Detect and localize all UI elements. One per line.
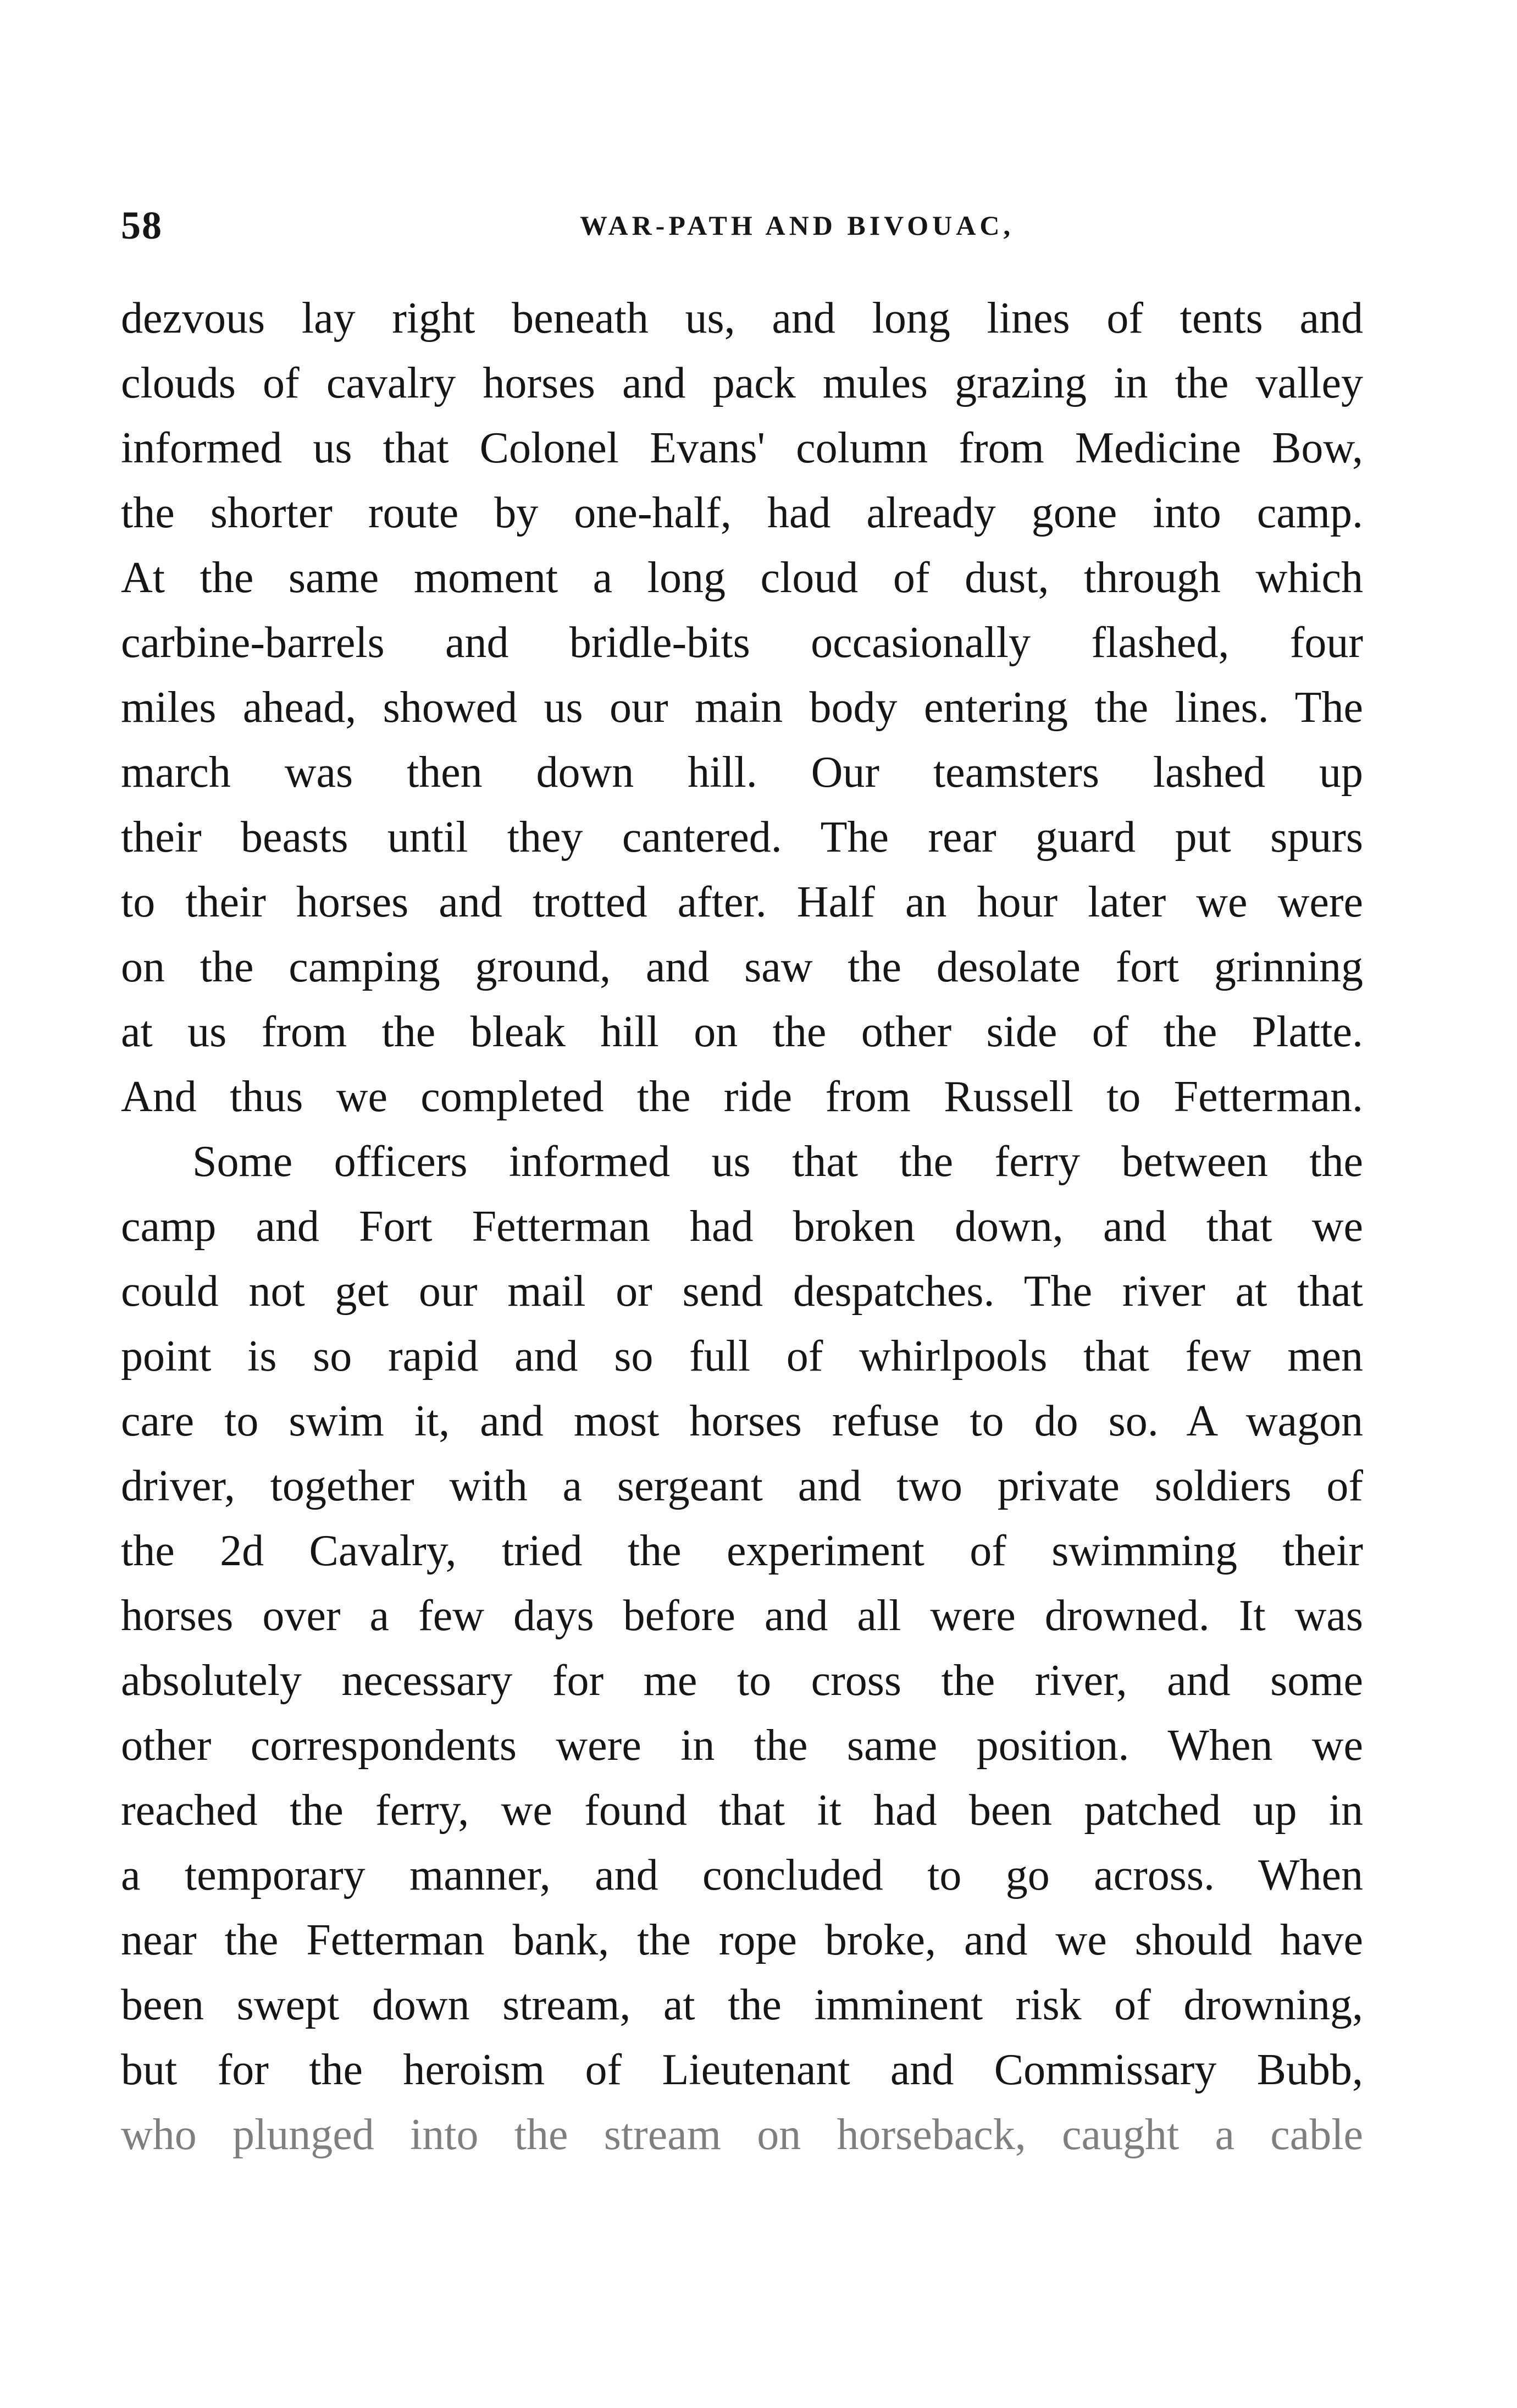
text-line: care to swim it, and most horses refuse to do so. A wagon <box>121 1397 1363 1445</box>
text-line: near the Fetterman bank, the rope broke, and we should have <box>121 1916 1363 1964</box>
text-line: other correspondents were in the same position. When we <box>121 1721 1363 1770</box>
running-head <box>121 195 1363 256</box>
text-line: but for the heroism of Lieutenant and Commissary Bubb, <box>121 2046 1363 2094</box>
text-line: absolutely necessary for me to cross the river, and some <box>121 1656 1363 1705</box>
text-line: to their horses and trotted after. Half an hour later we were <box>121 878 1363 926</box>
text-line: camp and Fort Fetterman had broken down, and that we <box>121 1202 1363 1251</box>
text-line: driver, together with a sergeant and two private soldiers of <box>121 1462 1363 1510</box>
page-number: 58 <box>121 203 163 247</box>
text-line: on the camping ground, and saw the desolate fort grinning <box>121 943 1363 991</box>
text-line: carbine-barrels and bridle-bits occasionally flashed, four <box>121 618 1363 667</box>
text-line: point is so rapid and so full of whirlpools that few men <box>121 1332 1363 1380</box>
text-line: march was then down hill. Our teamsters lashed up <box>121 748 1363 797</box>
text-line: been swept down stream, at the imminent risk of drowning, <box>121 1981 1363 2029</box>
running-title: WAR-PATH AND BIVOUAC, <box>580 210 1014 241</box>
text-line: horses over a few days before and all were drowned. It was <box>121 1592 1363 1640</box>
text-line: who plunged into the stream on horseback, caught a cable <box>121 2111 1363 2159</box>
text-line: the 2d Cavalry, tried the experiment of swimming their <box>121 1527 1363 1575</box>
text-line: And thus we completed the ride from Russell to Fetterman. <box>121 1073 1363 1121</box>
body-text <box>121 286 1363 2167</box>
text-line: a temporary manner, and concluded to go across. When <box>121 1851 1363 1899</box>
text-line: informed us that Colonel Evans' column from Medicine Bow, <box>121 424 1363 472</box>
text-line: clouds of cavalry horses and pack mules grazing in the valley <box>121 359 1363 407</box>
text-line: miles ahead, showed us our main body entering the lines. The <box>121 683 1363 732</box>
paragraph <box>121 1129 1363 2167</box>
text-line: At the same moment a long cloud of dust, through which <box>121 554 1363 602</box>
text-line: Some officers informed us that the ferry between the <box>192 1137 1363 1186</box>
text-line: reached the ferry, we found that it had been patched up in <box>121 1786 1363 1835</box>
text-line: could not get our mail or send despatches. The river at that <box>121 1267 1363 1316</box>
text-line: their beasts until they cantered. The rear guard put spurs <box>121 813 1363 861</box>
text-line: the shorter route by one-half, had already gone into camp. <box>121 489 1363 537</box>
text-line: dezvous lay right beneath us, and long lines of tents and <box>121 294 1363 343</box>
text-line: at us from the bleak hill on the other side of the Platte. <box>121 1008 1363 1056</box>
paragraph <box>121 286 1363 1129</box>
